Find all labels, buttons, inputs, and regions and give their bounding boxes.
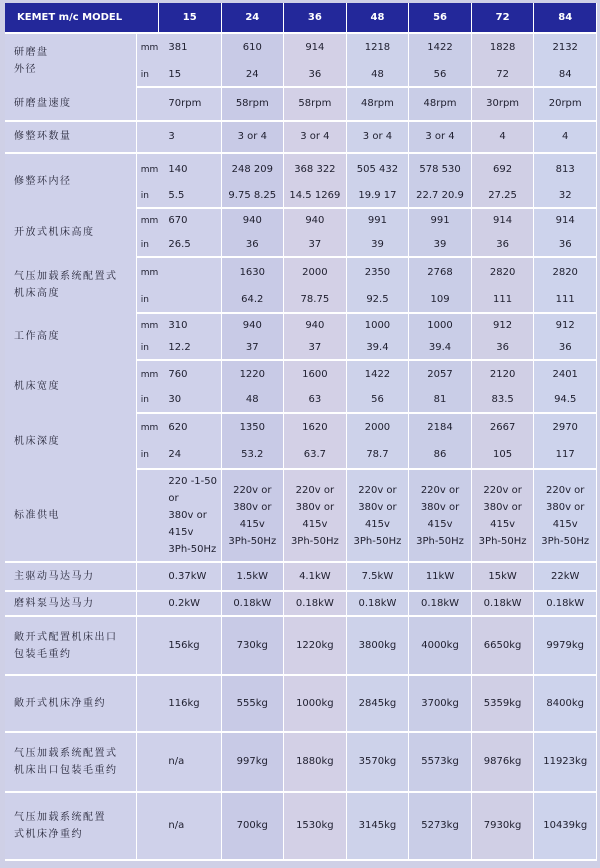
value-cell: 56 <box>409 63 472 88</box>
value-cell: 156kg <box>158 616 221 675</box>
value-cell: 10439kg <box>534 792 597 860</box>
model-header: 48 <box>346 3 409 33</box>
value-cell: 78.75 <box>284 288 347 313</box>
value-cell: 912 <box>534 313 597 338</box>
value-cell: 368 322 <box>284 153 347 186</box>
value-cell: 3145kg <box>346 792 409 860</box>
value-cell: 220v or 380v or 415v 3Ph-50Hz <box>346 469 409 561</box>
value-cell: n/a <box>158 792 221 860</box>
value-cell: 813 <box>534 153 597 186</box>
value-cell: 37 <box>221 337 284 360</box>
unit-cell: in <box>136 442 158 470</box>
value-cell: n/a <box>158 732 221 792</box>
value-cell: 2401 <box>534 360 597 389</box>
spec-table-body <box>5 33 597 860</box>
value-cell: 0.2kW <box>158 591 221 616</box>
value-cell: 86 <box>409 442 472 470</box>
value-cell: 81 <box>409 389 472 414</box>
value-cell: 11923kg <box>534 732 597 792</box>
value-cell: 760 <box>158 360 221 389</box>
value-cell: 105 <box>471 442 534 470</box>
value-cell: 1.5kW <box>221 562 284 592</box>
value-cell: 117 <box>534 442 597 470</box>
value-cell: 3 <box>158 121 221 153</box>
spec-label: 机床宽度 <box>5 360 136 413</box>
value-cell: 940 <box>284 313 347 338</box>
unit-cell <box>136 87 158 121</box>
value-cell: 2184 <box>409 413 472 442</box>
value-cell <box>158 288 221 313</box>
value-cell: 36 <box>534 337 597 360</box>
value-cell: 914 <box>471 208 534 233</box>
value-cell: 36 <box>284 63 347 88</box>
unit-cell: mm <box>136 153 158 186</box>
value-cell: 0.18kW <box>534 591 597 616</box>
value-cell: 140 <box>158 153 221 186</box>
value-cell: 3 or 4 <box>221 121 284 153</box>
unit-cell <box>136 591 158 616</box>
value-cell: 1620 <box>284 413 347 442</box>
value-cell: 3 or 4 <box>284 121 347 153</box>
spec-label: 研磨盘速度 <box>5 87 136 121</box>
unit-cell <box>136 121 158 153</box>
header-row <box>5 3 597 33</box>
value-cell: 5359kg <box>471 675 534 731</box>
unit-cell: in <box>136 63 158 88</box>
table-row <box>5 616 597 675</box>
spec-label: 主驱动马达马力 <box>5 562 136 592</box>
value-cell: 30 <box>158 389 221 414</box>
value-cell: 3800kg <box>346 616 409 675</box>
value-cell: 940 <box>284 208 347 233</box>
unit-cell: in <box>136 389 158 414</box>
value-cell: 3570kg <box>346 732 409 792</box>
unit-cell <box>136 562 158 592</box>
value-cell: 6650kg <box>471 616 534 675</box>
spec-label: 气压加载系统配置式 机床出口包装毛重约 <box>5 732 136 792</box>
value-cell: 670 <box>158 208 221 233</box>
value-cell: 0.18kW <box>471 591 534 616</box>
table-row <box>5 360 597 389</box>
value-cell: 39.4 <box>409 337 472 360</box>
value-cell: 11kW <box>409 562 472 592</box>
model-header: 72 <box>471 3 534 33</box>
unit-cell <box>136 616 158 675</box>
table-row <box>5 562 597 592</box>
value-cell: 1600 <box>284 360 347 389</box>
spec-label: 磨料泵马达马力 <box>5 591 136 616</box>
value-cell: 30rpm <box>471 87 534 121</box>
spec-label: 开放式机床高度 <box>5 208 136 257</box>
unit-cell: in <box>136 186 158 209</box>
value-cell: 22kW <box>534 562 597 592</box>
value-cell: 220 -1-50 or 380v or 415v 3Ph-50Hz <box>158 469 221 561</box>
value-cell: 1218 <box>346 33 409 63</box>
value-cell: 37 <box>284 337 347 360</box>
value-cell: 53.2 <box>221 442 284 470</box>
value-cell <box>158 257 221 288</box>
spec-label: 标准供电 <box>5 469 136 561</box>
value-cell: 620 <box>158 413 221 442</box>
value-cell: 1530kg <box>284 792 347 860</box>
value-cell: 2820 <box>534 257 597 288</box>
value-cell: 0.37kW <box>158 562 221 592</box>
value-cell: 1422 <box>346 360 409 389</box>
value-cell: 94.5 <box>534 389 597 414</box>
value-cell: 39.4 <box>346 337 409 360</box>
value-cell: 4 <box>534 121 597 153</box>
value-cell: 1880kg <box>284 732 347 792</box>
unit-cell <box>136 469 158 561</box>
value-cell: 2820 <box>471 257 534 288</box>
model-header: 84 <box>534 3 597 33</box>
value-cell: 220v or 380v or 415v 3Ph-50Hz <box>284 469 347 561</box>
value-cell: 72 <box>471 63 534 88</box>
value-cell: 220v or 380v or 415v 3Ph-50Hz <box>409 469 472 561</box>
table-row <box>5 591 597 616</box>
value-cell: 5.5 <box>158 186 221 209</box>
value-cell: 0.18kW <box>409 591 472 616</box>
value-cell: 1000 <box>346 313 409 338</box>
value-cell: 2970 <box>534 413 597 442</box>
value-cell: 70rpm <box>158 87 221 121</box>
value-cell: 63.7 <box>284 442 347 470</box>
spec-label: 气压加载系统配置 式机床净重约 <box>5 792 136 860</box>
value-cell: 2000 <box>346 413 409 442</box>
value-cell: 78.7 <box>346 442 409 470</box>
unit-cell: in <box>136 337 158 360</box>
value-cell: 4000kg <box>409 616 472 675</box>
value-cell: 2120 <box>471 360 534 389</box>
value-cell: 700kg <box>221 792 284 860</box>
value-cell: 1220kg <box>284 616 347 675</box>
value-cell: 0.18kW <box>221 591 284 616</box>
unit-cell: in <box>136 233 158 258</box>
model-header: 36 <box>284 3 347 33</box>
table-row <box>5 469 597 561</box>
unit-cell <box>136 732 158 792</box>
value-cell: 48 <box>346 63 409 88</box>
value-cell: 2667 <box>471 413 534 442</box>
value-cell: 940 <box>221 208 284 233</box>
model-header: 15 <box>158 3 221 33</box>
value-cell: 914 <box>284 33 347 63</box>
value-cell: 310 <box>158 313 221 338</box>
value-cell: 15kW <box>471 562 534 592</box>
table-row <box>5 732 597 792</box>
value-cell: 0.18kW <box>284 591 347 616</box>
value-cell: 7.5kW <box>346 562 409 592</box>
unit-cell: mm <box>136 413 158 442</box>
value-cell: 2132 <box>534 33 597 63</box>
value-cell: 1000kg <box>284 675 347 731</box>
value-cell: 1220 <box>221 360 284 389</box>
value-cell: 9876kg <box>471 732 534 792</box>
value-cell: 991 <box>346 208 409 233</box>
value-cell: 48rpm <box>346 87 409 121</box>
unit-cell: in <box>136 288 158 313</box>
value-cell: 39 <box>346 233 409 258</box>
value-cell: 20rpm <box>534 87 597 121</box>
unit-cell <box>136 675 158 731</box>
value-cell: 39 <box>409 233 472 258</box>
value-cell: 36 <box>221 233 284 258</box>
value-cell: 2845kg <box>346 675 409 731</box>
value-cell: 24 <box>158 442 221 470</box>
value-cell: 997kg <box>221 732 284 792</box>
value-cell: 220v or 380v or 415v 3Ph-50Hz <box>534 469 597 561</box>
value-cell: 111 <box>534 288 597 313</box>
value-cell: 22.7 20.9 <box>409 186 472 209</box>
value-cell: 2000 <box>284 257 347 288</box>
spec-label: 敞开式机床净重约 <box>5 675 136 731</box>
value-cell: 32 <box>534 186 597 209</box>
table-row <box>5 153 597 186</box>
value-cell: 1000 <box>409 313 472 338</box>
value-cell: 2057 <box>409 360 472 389</box>
value-cell: 4.1kW <box>284 562 347 592</box>
value-cell: 381 <box>158 33 221 63</box>
value-cell: 991 <box>409 208 472 233</box>
spec-label: 机床深度 <box>5 413 136 469</box>
spec-label: 研磨盘 外径 <box>5 33 136 87</box>
value-cell: 940 <box>221 313 284 338</box>
table-row <box>5 792 597 860</box>
value-cell: 109 <box>409 288 472 313</box>
value-cell: 84 <box>534 63 597 88</box>
value-cell: 220v or 380v or 415v 3Ph-50Hz <box>471 469 534 561</box>
value-cell: 555kg <box>221 675 284 731</box>
value-cell: 24 <box>221 63 284 88</box>
value-cell: 9979kg <box>534 616 597 675</box>
value-cell: 578 530 <box>409 153 472 186</box>
value-cell: 27.25 <box>471 186 534 209</box>
value-cell: 36 <box>471 233 534 258</box>
unit-cell: mm <box>136 257 158 288</box>
value-cell: 116kg <box>158 675 221 731</box>
value-cell: 36 <box>534 233 597 258</box>
model-header: 24 <box>221 3 284 33</box>
value-cell: 730kg <box>221 616 284 675</box>
value-cell: 1350 <box>221 413 284 442</box>
spec-table <box>5 3 597 861</box>
value-cell: 83.5 <box>471 389 534 414</box>
unit-cell: mm <box>136 313 158 338</box>
value-cell: 3700kg <box>409 675 472 731</box>
value-cell: 14.5 1269 <box>284 186 347 209</box>
table-row <box>5 87 597 121</box>
value-cell: 15 <box>158 63 221 88</box>
spec-label: 气压加载系统配置式 机床高度 <box>5 257 136 312</box>
value-cell: 37 <box>284 233 347 258</box>
value-cell: 12.2 <box>158 337 221 360</box>
value-cell: 48rpm <box>409 87 472 121</box>
unit-cell: mm <box>136 33 158 63</box>
value-cell: 3 or 4 <box>346 121 409 153</box>
value-cell: 36 <box>471 337 534 360</box>
value-cell: 58rpm <box>284 87 347 121</box>
value-cell: 56 <box>346 389 409 414</box>
table-row <box>5 413 597 442</box>
value-cell: 8400kg <box>534 675 597 731</box>
table-row <box>5 313 597 338</box>
value-cell: 610 <box>221 33 284 63</box>
spec-sheet <box>5 3 597 861</box>
value-cell: 914 <box>534 208 597 233</box>
unit-cell: mm <box>136 360 158 389</box>
value-cell: 912 <box>471 313 534 338</box>
value-cell: 2768 <box>409 257 472 288</box>
table-row <box>5 33 597 63</box>
spec-label: 修整环内径 <box>5 153 136 208</box>
value-cell: 5573kg <box>409 732 472 792</box>
value-cell: 1630 <box>221 257 284 288</box>
value-cell: 0.18kW <box>346 591 409 616</box>
value-cell: 3 or 4 <box>409 121 472 153</box>
unit-cell: mm <box>136 208 158 233</box>
table-row <box>5 257 597 288</box>
value-cell: 58rpm <box>221 87 284 121</box>
table-row <box>5 208 597 233</box>
value-cell: 248 209 <box>221 153 284 186</box>
value-cell: 2350 <box>346 257 409 288</box>
table-row <box>5 675 597 731</box>
value-cell: 9.75 8.25 <box>221 186 284 209</box>
value-cell: 5273kg <box>409 792 472 860</box>
value-cell: 19.9 17 <box>346 186 409 209</box>
value-cell: 111 <box>471 288 534 313</box>
table-row <box>5 121 597 153</box>
value-cell: 505 432 <box>346 153 409 186</box>
value-cell: 92.5 <box>346 288 409 313</box>
model-header: 56 <box>409 3 472 33</box>
value-cell: 64.2 <box>221 288 284 313</box>
value-cell: 26.5 <box>158 233 221 258</box>
value-cell: 220v or 380v or 415v 3Ph-50Hz <box>221 469 284 561</box>
value-cell: 4 <box>471 121 534 153</box>
model-header-label: KEMET m/c MODEL <box>5 3 158 33</box>
value-cell: 48 <box>221 389 284 414</box>
spec-label: 工作高度 <box>5 313 136 360</box>
value-cell: 692 <box>471 153 534 186</box>
value-cell: 63 <box>284 389 347 414</box>
unit-cell <box>136 792 158 860</box>
value-cell: 7930kg <box>471 792 534 860</box>
value-cell: 1828 <box>471 33 534 63</box>
spec-label: 修整环数量 <box>5 121 136 153</box>
value-cell: 1422 <box>409 33 472 63</box>
spec-label: 敞开式配置机床出口 包装毛重约 <box>5 616 136 675</box>
